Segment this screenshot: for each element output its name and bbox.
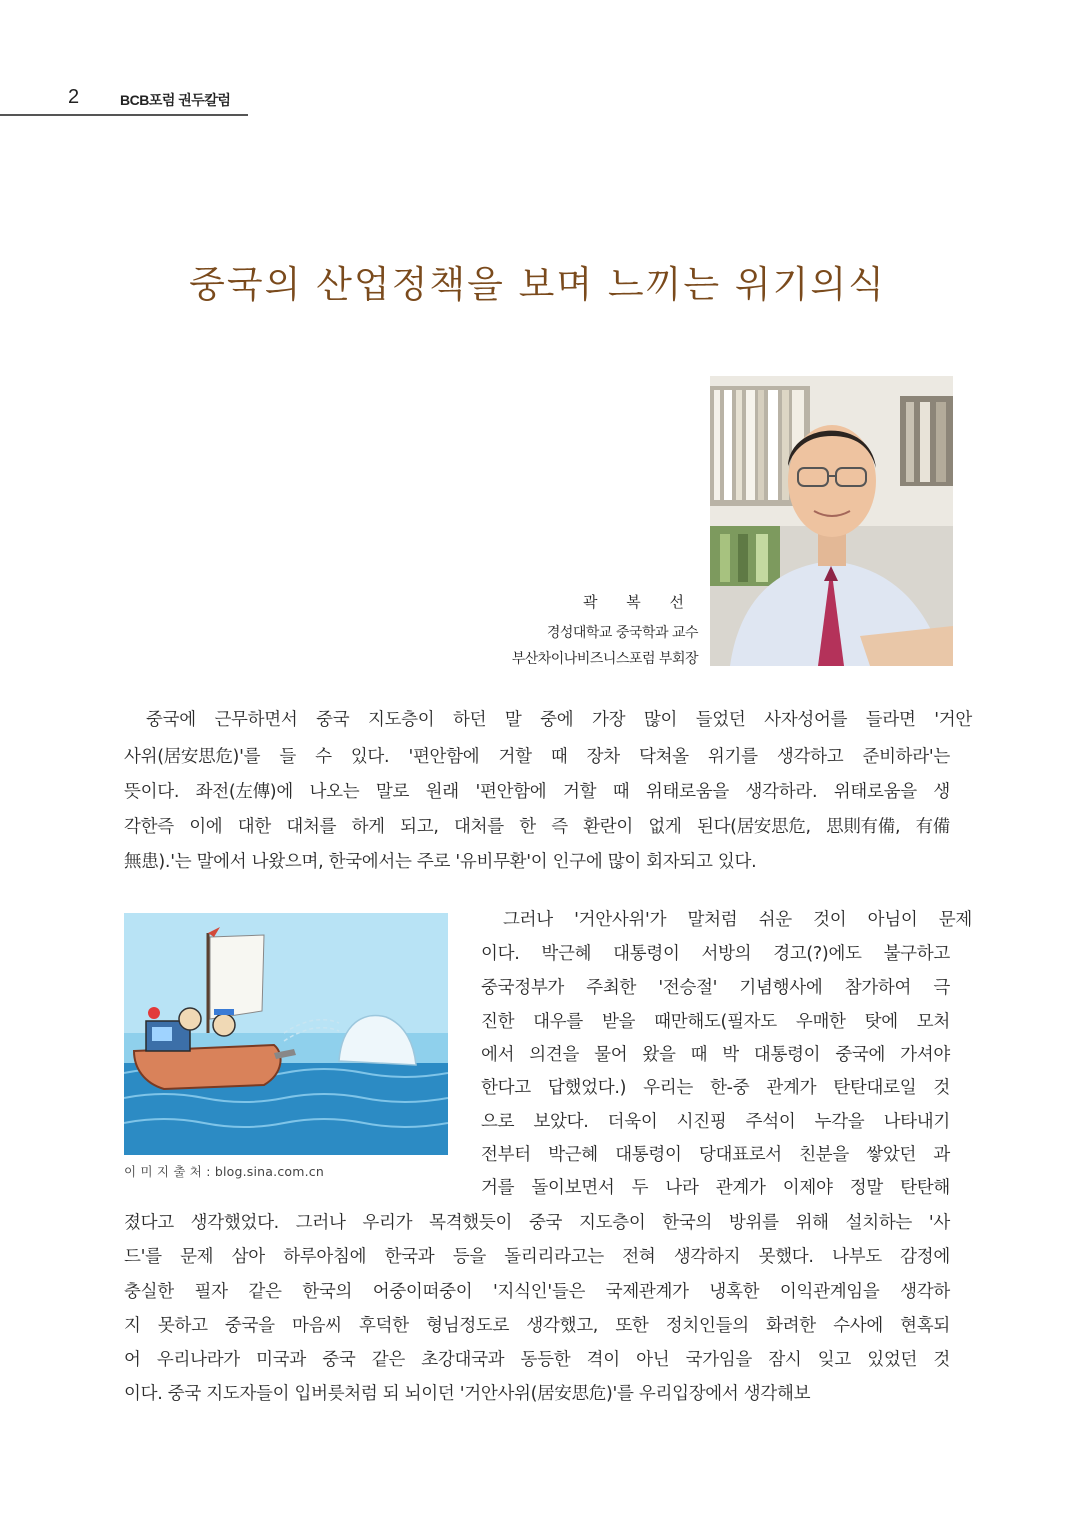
body-line: 중국에 근무하면서 중국 지도층이 하던 말 중에 가장 많이 들었던 사자성어를 들라면 '거안 bbox=[146, 710, 972, 730]
cartoon-image bbox=[124, 913, 448, 1155]
body-line: 드'를 문제 삼아 하루아침에 한국과 등을 돌리리라고는 전혀 생각하지 못했다. 나부도 감정에 bbox=[124, 1247, 950, 1267]
image-caption: 이 미 지 출 처 : blog.sina.com.cn bbox=[124, 1164, 324, 1179]
body-line: 거를 돌이보면서 두 나라 관계가 이제야 정말 탄탄해 bbox=[481, 1178, 950, 1198]
body-line: 그러나 '거안사위'가 말처럼 쉬운 것이 아님이 문제 bbox=[503, 910, 972, 930]
body-line: 한다고 답했었다.) 우리는 한-중 관계가 탄탄대로일 것 bbox=[481, 1078, 950, 1098]
body-line: 이다. 박근혜 대통령이 서방의 경고(?)에도 불구하고 bbox=[481, 944, 950, 964]
author-affiliation-2: 부산차이나비즈니스포럼 부회장 bbox=[511, 651, 698, 667]
body-line: 진한 대우를 받을 때만해도(필자도 우매한 탓에 모처 bbox=[481, 1012, 950, 1032]
author-portrait bbox=[710, 376, 953, 666]
author-affiliation-1: 경성대학교 중국학과 교수 bbox=[546, 625, 698, 641]
body-line: 충실한 필자 같은 한국의 어중이떠중이 '지식인'들은 국제관계가 냉혹한 이익관계임을 생각하 bbox=[124, 1282, 950, 1302]
body-line: 뜻이다. 좌전(左傳)에 나오는 말로 원래 '편안함에 거할 때 위태로움을 생각하라. 위태로움을 생 bbox=[124, 782, 950, 802]
body-line: 에서 의견을 물어 왔을 때 박 대통령이 중국에 가셔야 bbox=[481, 1045, 950, 1065]
body-line: 이다. 중국 지도자들이 입버릇처럼 되 뇌이던 '거안사위(居安思危)'를 우리입장에서 생각해보 bbox=[124, 1384, 811, 1404]
page-number: 2 bbox=[68, 86, 80, 108]
page-header bbox=[0, 88, 248, 116]
body-line: 각한즉 이에 대한 대처를 하게 되고, 대처를 한 즉 환란이 없게 된다(居安思危, 思則有備, 有備 bbox=[124, 817, 950, 837]
body-line: 졌다고 생각했었다. 그러나 우리가 목격했듯이 중국 지도층이 한국의 방위를 위해 설치하는 '사 bbox=[124, 1213, 950, 1233]
body-line: 사위(居安思危)'를 들 수 있다. '편안함에 거할 때 장차 닥쳐올 위기를 생각하고 준비하라'는 bbox=[124, 747, 950, 767]
body-line: 無患).'는 말에서 나왔으며, 한국에서는 주로 '유비무환'이 인구에 많이 회자되고 있다. bbox=[124, 852, 757, 872]
body-line: 전부터 박근혜 대통령이 당대표로서 친분을 쌓았던 과 bbox=[481, 1145, 950, 1165]
article-title: 중국의 산업정책을 보며 느끼는 위기의식 bbox=[189, 263, 886, 306]
author-name: 곽 복 선 bbox=[582, 593, 696, 611]
series-label: BCB포럼 권두칼럼 bbox=[120, 92, 231, 108]
body-line: 중국정부가 주최한 '전승절' 기념행사에 참가하여 극 bbox=[481, 978, 950, 998]
body-line: 으로 보았다. 더욱이 시진핑 주석이 누각을 나타내기 bbox=[481, 1112, 950, 1132]
body-line: 지 못하고 중국을 마음씨 후덕한 형님정도로 생각했고, 또한 정치인들의 화려한 수사에 현혹되 bbox=[124, 1316, 951, 1336]
body-line: 어 우리나라가 미국과 중국 같은 초강대국과 동등한 격이 아닌 국가임을 잠시 잊고 있었던 것 bbox=[124, 1350, 950, 1370]
